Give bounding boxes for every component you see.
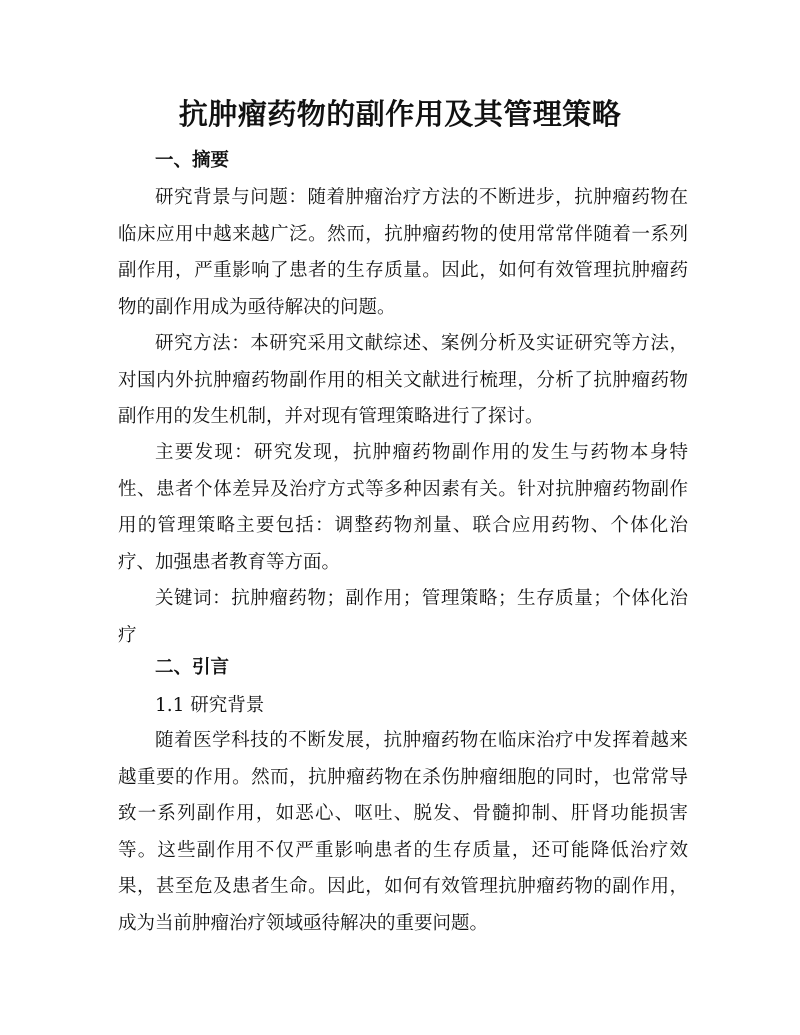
subsection-heading-background: 1.1 研究背景 (155, 695, 265, 716)
section-heading-abstract: 一、摘要 (155, 150, 230, 171)
section-heading-introduction: 二、引言 (155, 657, 230, 678)
paragraph-findings: 主要发现：研究发现，抗肿瘤药物副作用的发生与药物本身特性、患者个体差异及治疗方式等多种因素有关。针对抗肿瘤药物副作用的管理策略主要包括：调整药物剂量、联合应用药物、个体化治疗、加强患者教育等方面。 (118, 442, 688, 573)
paragraph-methods: 研究方法：本研究采用文献综述、案例分析及实证研究等方法，对国内外抗肿瘤药物副作用的相关文献进行梳理，分析了抗肿瘤药物副作用的发生机制，并对现有管理策略进行了探讨。 (118, 333, 688, 428)
paragraph-introduction: 随着医学科技的不断发展，抗肿瘤药物在临床治疗中发挥着越来越重要的作用。然而，抗肿瘤药物在杀伤肿瘤细胞的同时，也常常导致一系列副作用，如恶心、呕吐、脱发、骨髓抑制、肝肾功能损害等。这些副作用不仅严重影响患者的生存质量，还可能降低治疗效果，甚至危及患者生命。因此，如何有效管理抗肿瘤药物的副作用，成为当前肿瘤治疗领域亟待解决的重要问题。 (118, 730, 688, 934)
paragraph-background: 研究背景与问题：随着肿瘤治疗方法的不断进步，抗肿瘤药物在临床应用中越来越广泛。然而，抗肿瘤药物的使用常常伴随着一系列副作用，严重影响了患者的生存质量。因此，如何有效管理抗肿瘤药物的副作用成为亟待解决的问题。 (118, 187, 688, 318)
document-title: 抗肿瘤药物的副作用及其管理策略 (178, 97, 622, 131)
paragraph-keywords: 关键词：抗肿瘤药物；副作用；管理策略；生存质量；个体化治疗 (118, 588, 688, 646)
